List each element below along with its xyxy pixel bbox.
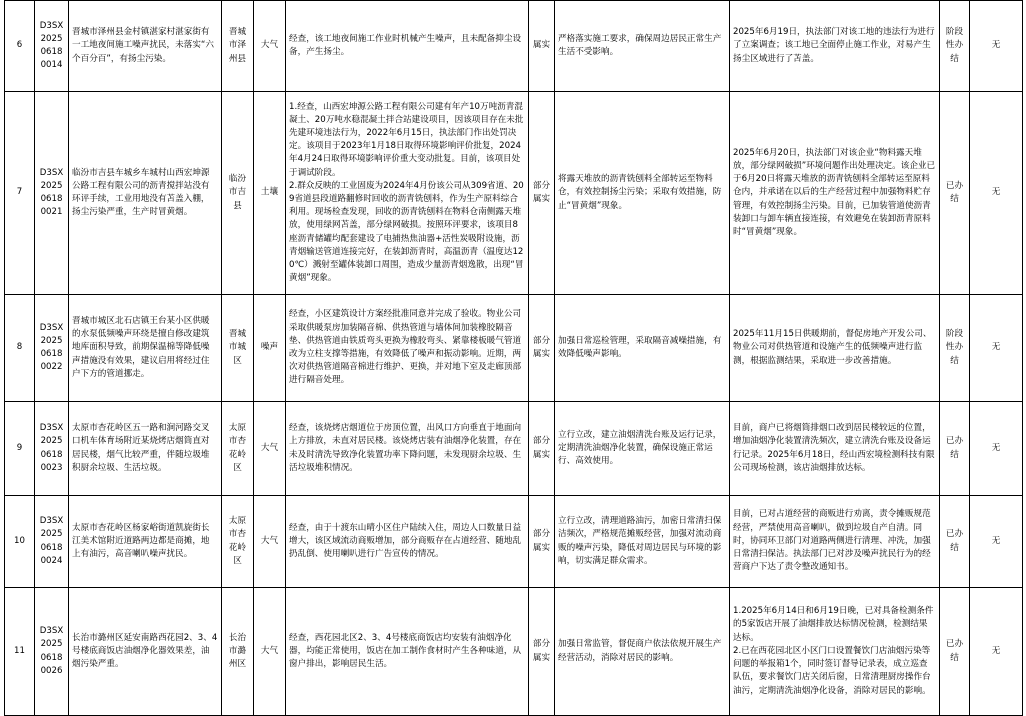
accountability-note-cell: 无 [970,92,1023,295]
pollution-type-cell: 大气 [254,402,286,496]
table-row [5,496,1023,588]
complaint-content-cell: 太原市杏花岭区杨家峪街道凯旋街长江美术馆附近道路两边都是商摊，地上有油污，高音喇叭噪声扰民。 [69,496,222,588]
completion-status-cell: 阶段性办结 [940,295,970,402]
completion-status-cell: 已办结 [940,588,970,716]
rectification-target-cell: 立行立改，建立油烟清洗台账及运行记录，定期清洗油烟净化装置，确保设施正常运行、高效使用。 [555,402,730,496]
row-number-cell: 7 [5,92,35,295]
row-number-cell: 11 [5,588,35,716]
table-row [5,402,1023,496]
verification-status-cell: 部分属实 [529,402,555,496]
verification-status-cell: 部分属实 [529,496,555,588]
handling-result-cell: 2025年11月15日供暖期前，督促房地产开发公司、物业公司对供热管道和设施产生的低频噪声进行监测，根据监测结果，采取进一步改善措施。 [730,295,940,402]
rectification-target-cell: 将露天堆放的沥青铣刨料全部转运至物料仓，有效控制扬尘污染；采取有效措施，防止“冒黄烟”现象。 [555,92,730,295]
table-row [5,588,1023,716]
table-row [5,295,1023,402]
verification-status-cell: 部分属实 [529,92,555,295]
investigation-details-cell: 1.经查，山西宏坤源公路工程有限公司建有年产10万吨沥青混凝土、20万吨水稳混凝土拌合站建设项目，因该项目存在未批先建环境违法行为，2022年6月15日，执法部门作出处罚决定。该项目于2023年1月18日取得环境影响评价批复，2024年4月24日取得环境影响评价重大变动批复。目前，该项目处于调试阶段。 2.群众反映的工业固废为2024年4月份该公司从309省道、209省道县段道路翻修时回收的沥青铣刨料，作为生产原料综合利用。现场检查发现，回收的沥青铣刨料在物料仓南侧露天堆放，使用绿网苫盖，部分绿网破损。按照环评要求，该项目8座沥青储罐均配套建设了电捕热焦油器+活性炭吸附设施，沥青烟输送管道连接完好，在装卸沥青时，高温沥青（温度达120℃）溅射至罐体装卸口周围，造成少量沥青烟逸散，出现“冒黄烟”现象。 [286,92,529,295]
case-code-cell: D3SX202506180023 [35,402,69,496]
handling-result-cell: 1.2025年6月14日和6月19日晚，已对具备检测条件的5家饭店开展了油烟排放达标情况检测，检测结果达标。 2.已在西花园北区小区门口设置餐饮门店油烟污染等问题的举报箱1个，同时签订督导记录表，成立巡查队伍，要求餐饮门店关闭后窗，日常清理厨房操作台油污，定期清洗油烟净化设备，消除对居民的影响。 [730,588,940,716]
rectification-target-cell: 加强日常巡检管理，采取隔音减噪措施，有效降低噪声影响。 [555,295,730,402]
rectification-target-cell: 立行立改，清理道路油污，加密日常清扫保洁频次，严格规范摊贩经营，加强对流动商贩的噪声污染，降低对周边居民与环境的影响，切实满足群众需求。 [555,496,730,588]
pollution-type-cell: 大气 [254,1,286,92]
investigation-details-cell: 经查，小区建筑设计方案经批准同意并完成了验收。物业公司采取供暖泵房加装隔音棉、供热管道与墙体间加装橡胶隔音垫、供热管道由铁质弯头更换为橡胶弯头、紧靠楼板暖气管道改为立柱支撑等措施，有效降低了噪声和振动影响。近期，两次对供热管道隔音棉进行维护、更换，并对地下室及走廊顶部进行隔音处理。 [286,295,529,402]
case-code-cell: D3SX202506180026 [35,588,69,716]
investigation-details-cell: 经查，该烧烤店烟道位于房顶位置，出风口方向垂直于地面向上方排放，未直对居民楼。该烧烤店装有油烟净化装置，存在未及时清洗导致净化装置功率下降问题，未发现厨余垃圾、生活垃圾堆积情况。 [286,402,529,496]
table-body [5,1,1023,716]
rectification-target-cell: 加强日常监管，督促商户依法依规开展生产经营活动，消除对居民的影响。 [555,588,730,716]
case-code-cell: D3SX202506180021 [35,92,69,295]
pollution-type-cell: 大气 [254,588,286,716]
pollution-type-cell: 土壤 [254,92,286,295]
accountability-note-cell: 无 [970,588,1023,716]
accountability-note-cell: 无 [970,496,1023,588]
complaint-content-cell: 临汾市吉县车城乡车城村山西宏坤源公路工程有限公司的沥青搅拌站没有环评手续，工业用地没有苫盖入棚，扬尘污染严重，生产时冒黄烟。 [69,92,222,295]
completion-status-cell: 已办结 [940,402,970,496]
verification-status-cell: 部分属实 [529,588,555,716]
investigation-details-cell: 经查，由于十渡东山晴小区住户陆续入住，周边人口数量日益增大，该区域流动商贩增加，部分商贩存在占道经营、随地乱扔乱倒、使用喇叭进行广告宣传的情况。 [286,496,529,588]
city-district-cell: 太原市杏花岭区 [222,402,254,496]
case-code-cell: D3SX202506180022 [35,295,69,402]
row-number-cell: 9 [5,402,35,496]
city-district-cell: 临汾市吉县 [222,92,254,295]
handling-result-cell: 2025年6月20日，执法部门对该企业“物料露天堆放，部分绿网破损”环境问题作出处理决定。该企业已于6月20日将露天堆放的沥青铣刨料全部转运至原料仓内，并承诺在以后的生产经营过程中加强物料贮存管理，有效控制扬尘污染。目前，已加装管道使沥青装卸口与卸车辆直接连接，有效避免在装卸沥青原料时“冒黄烟”现象。 [730,92,940,295]
rectification-target-cell: 严格落实施工要求，确保周边居民正常生产生活不受影响。 [555,1,730,92]
investigation-details-cell: 经查，西花园北区2、3、4号楼底商饭店均安装有油烟净化器，均能正常使用，饭店在加工制作食材时产生各种味道，从窗户排出，影响居民生活。 [286,588,529,716]
city-district-cell: 长治市潞州区 [222,588,254,716]
city-district-cell: 晋城市城区 [222,295,254,402]
handling-result-cell: 目前，已对占道经营的商贩进行劝离，责令摊贩规范经营，严禁使用高音喇叭，做到垃圾自产自清。同时，协同环卫部门对道路两侧进行清理、冲洗，加强日常清扫保洁。执法部门已对涉及噪声扰民行为的经营商户下达了责令整改通知书。 [730,496,940,588]
complaint-content-cell: 长治市潞州区延安南路西花园2、3、4号楼底商饭店油烟净化器效果差，油烟污染严重。 [69,588,222,716]
table-row [5,92,1023,295]
accountability-note-cell: 无 [970,295,1023,402]
verification-status-cell: 部分属实 [529,295,555,402]
complaint-content-cell: 晋城市城区北石店镇王台某小区供暖的水泵低频噪声环绕是擅自修改建筑地库面积导致，前期保温棉等降低噪声措施没有效果，建议启用将经过住户下方的管道挪走。 [69,295,222,402]
case-code-cell: D3SX202506180014 [35,1,69,92]
pollution-type-cell: 噪声 [254,295,286,402]
row-number-cell: 8 [5,295,35,402]
completion-status-cell: 阶段性办结 [940,1,970,92]
completion-status-cell: 已办结 [940,92,970,295]
complaint-content-cell: 晋城市泽州县金村镇湛家村湛家街有一工地夜间施工噪声扰民，未落实“六个百分百”，有扬尘污染。 [69,1,222,92]
handling-result-cell: 目前，商户已将烟筒排烟口改到居民楼较远的位置，增加油烟净化装置清洗频次，建立清洗台账及设备运行记录。2025年6月18日，经山西宏境检测科技有限公司现场检测，该店油烟排放达标。 [730,402,940,496]
complaint-table [4,0,1023,716]
accountability-note-cell: 无 [970,1,1023,92]
row-number-cell: 6 [5,1,35,92]
completion-status-cell: 已办结 [940,496,970,588]
city-district-cell: 晋城市泽州县 [222,1,254,92]
pollution-type-cell: 大气 [254,496,286,588]
accountability-note-cell: 无 [970,402,1023,496]
row-number-cell: 10 [5,496,35,588]
handling-result-cell: 2025年6月19日，执法部门对该工地的违法行为进行了立案调查；该工地已全面停止施工作业，对易产生扬尘区域进行了苫盖。 [730,1,940,92]
city-district-cell: 太原市杏花岭区 [222,496,254,588]
investigation-details-cell: 经查，该工地夜间施工作业时机械产生噪声，且未配备抑尘设备，产生扬尘。 [286,1,529,92]
verification-status-cell: 属实 [529,1,555,92]
table-row [5,1,1023,92]
complaint-content-cell: 太原市杏花岭区五一路和涧河路交叉口机车体育场附近某烧烤店烟筒直对居民楼，烟气比较严重，伴随垃圾堆积厨余垃圾、生活垃圾。 [69,402,222,496]
case-code-cell: D3SX202506180024 [35,496,69,588]
